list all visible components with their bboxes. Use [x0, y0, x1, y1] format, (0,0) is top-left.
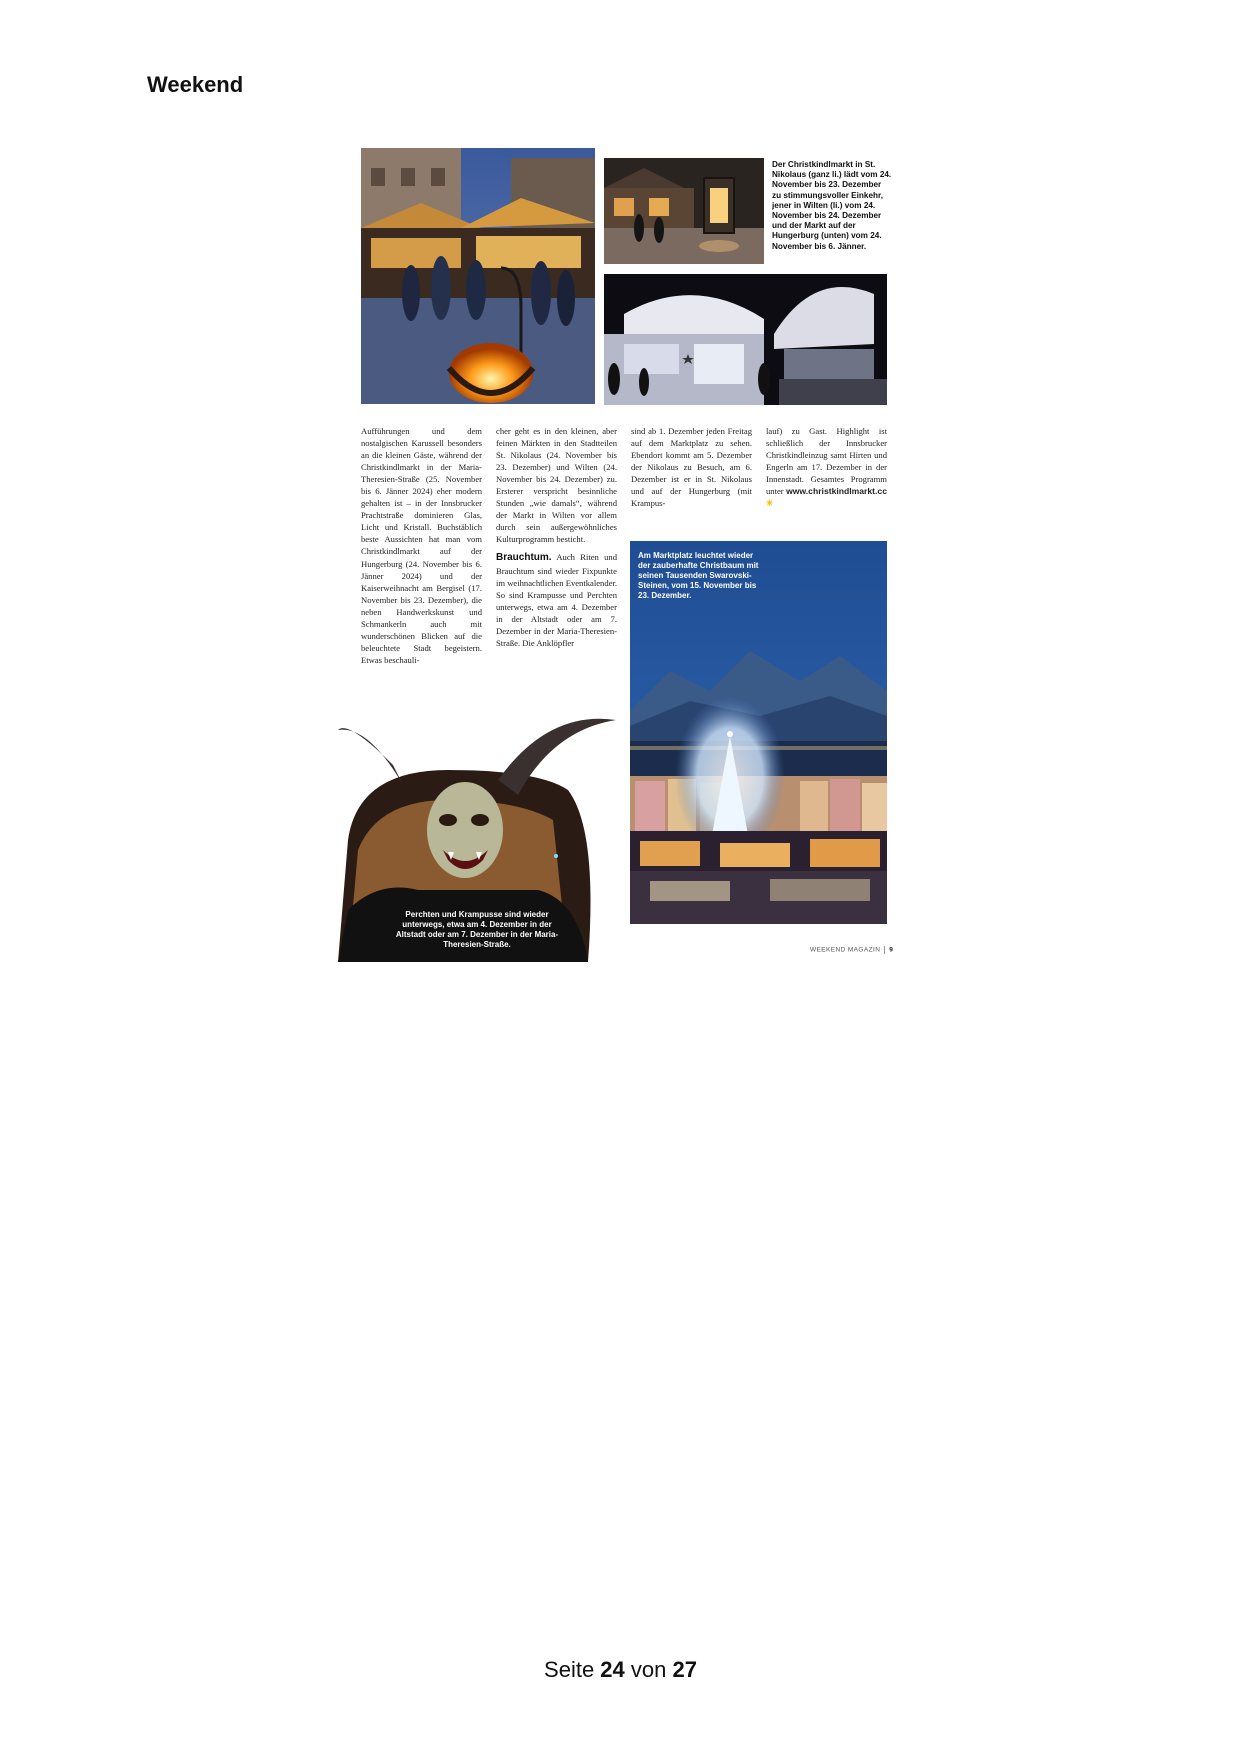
- article-column-1: [361, 425, 482, 666]
- article-col3-text: sind ab 1. Dezember jeden Freitag auf dem Marktplatz zu sehen. Ebendort kommt am 5. Dezember der Nikolaus zu Besuch, am 6. Dezember ist er in St. Nikolaus und auf der Hungerburg (mit Krampus-: [631, 426, 752, 509]
- article-col2-text-b: Auch Riten und Brauchtum sind wieder Fixpunkte im weihnachtlichen Eventkalender. So sind Krampusse und Perchten unterwegs, etwa am 4. Dezember in der Altstadt oder am 7. Dezember in der Maria-Theresien-Straße. Die Anklöpfler: [496, 552, 617, 648]
- magazine-name: WEEKEND MAGAZIN: [810, 946, 881, 954]
- page-number-footer: [0, 1657, 1241, 1683]
- magazine-page-number: 9: [889, 946, 894, 954]
- photo-wilten-market: [361, 148, 595, 404]
- article-column-3: [631, 425, 752, 509]
- article-column-4: [766, 425, 887, 509]
- article-col1-text: Aufführungen und dem nostalgischen Karussell besonders an die kleinen Gäste, während der Christkindlmarkt in der Maria-Theresien-Straße (25. November bis 6. Jänner 2024) eher modern gehalten ist – in der Innsbrucker Prachtstraße dominieren Glas, Licht und Kristall. Buchstäblich beste Aussichten hat man vom Christkindlmarkt auf der Hungerburg (24. November bis 6. Jänner 2024) und der Kaiserweihnacht am Bergisel (17. November bis 23. Dezember), die neben Handwerkskunst und Schmankerln auch mit wunderschönen Blicken auf die beleuchtete Stadt begeistern. Etwas beschauli-: [361, 426, 482, 665]
- article-column-2: [496, 425, 617, 649]
- article-col2-text-a: cher geht es in den kleinen, aber feinen Märkten in den Stadtteilen St. Nikolaus (24. November bis 23. Dezember) und Wilten (24. November bis 24. Dezember) zu. Ersterer verspricht besinnliche Stunden „wie damals“, während der Markt in Wilten vor allem durch sein außergewöhnliches Kulturprogramm besticht.: [496, 426, 617, 545]
- photo-st-nikolaus-lantern: [604, 158, 764, 264]
- section-lead-brauchtum: Brauchtum.: [496, 552, 552, 564]
- caption-marktplatz: Am Marktplatz leuchtet wieder der zauberhafte Christbaum mit seinen Tausenden Swarovski-Steinen, vom 15. November bis 23. Dezember.: [638, 551, 759, 600]
- caption-perchten: Perchten und Krampusse sind wieder unterwegs, etwa am 4. Dezember in der Altstadt oder am 7. Dezember in der Maria-Theresien-Straße.: [395, 910, 559, 949]
- page-header-title: Weekend: [147, 72, 244, 97]
- photo-hungerburg-station: [604, 274, 887, 405]
- caption-markets: Der Christkindlmarkt in St. Nikolaus (ganz li.) lädt vom 24. November bis 23. Dezember zu stimmungsvoller Einkehr, jener in Wilten (li.) vom 24. November bis 24. Dezember und der Markt auf der Hungerburg (unten) vom 24. November bis 6. Jänner.: [772, 160, 892, 251]
- page-total: 27: [672, 1657, 697, 1682]
- footer-divider: [884, 946, 885, 954]
- magazine-footer: [810, 946, 893, 954]
- program-link[interactable]: www.christkindlmarkt.cc: [786, 486, 887, 497]
- page-current: 24: [600, 1657, 625, 1682]
- star-icon: ✳: [766, 498, 774, 509]
- page-footer-middle: von: [624, 1657, 673, 1682]
- article-col4-text: lauf) zu Gast. Highlight ist schließlich der Innsbrucker Christkindleinzug samt Hirten und Engerln am 17. Dezember in der Innenstadt. Gesamtes Programm unter: [766, 426, 887, 497]
- page-footer-prefix: Seite: [544, 1657, 601, 1682]
